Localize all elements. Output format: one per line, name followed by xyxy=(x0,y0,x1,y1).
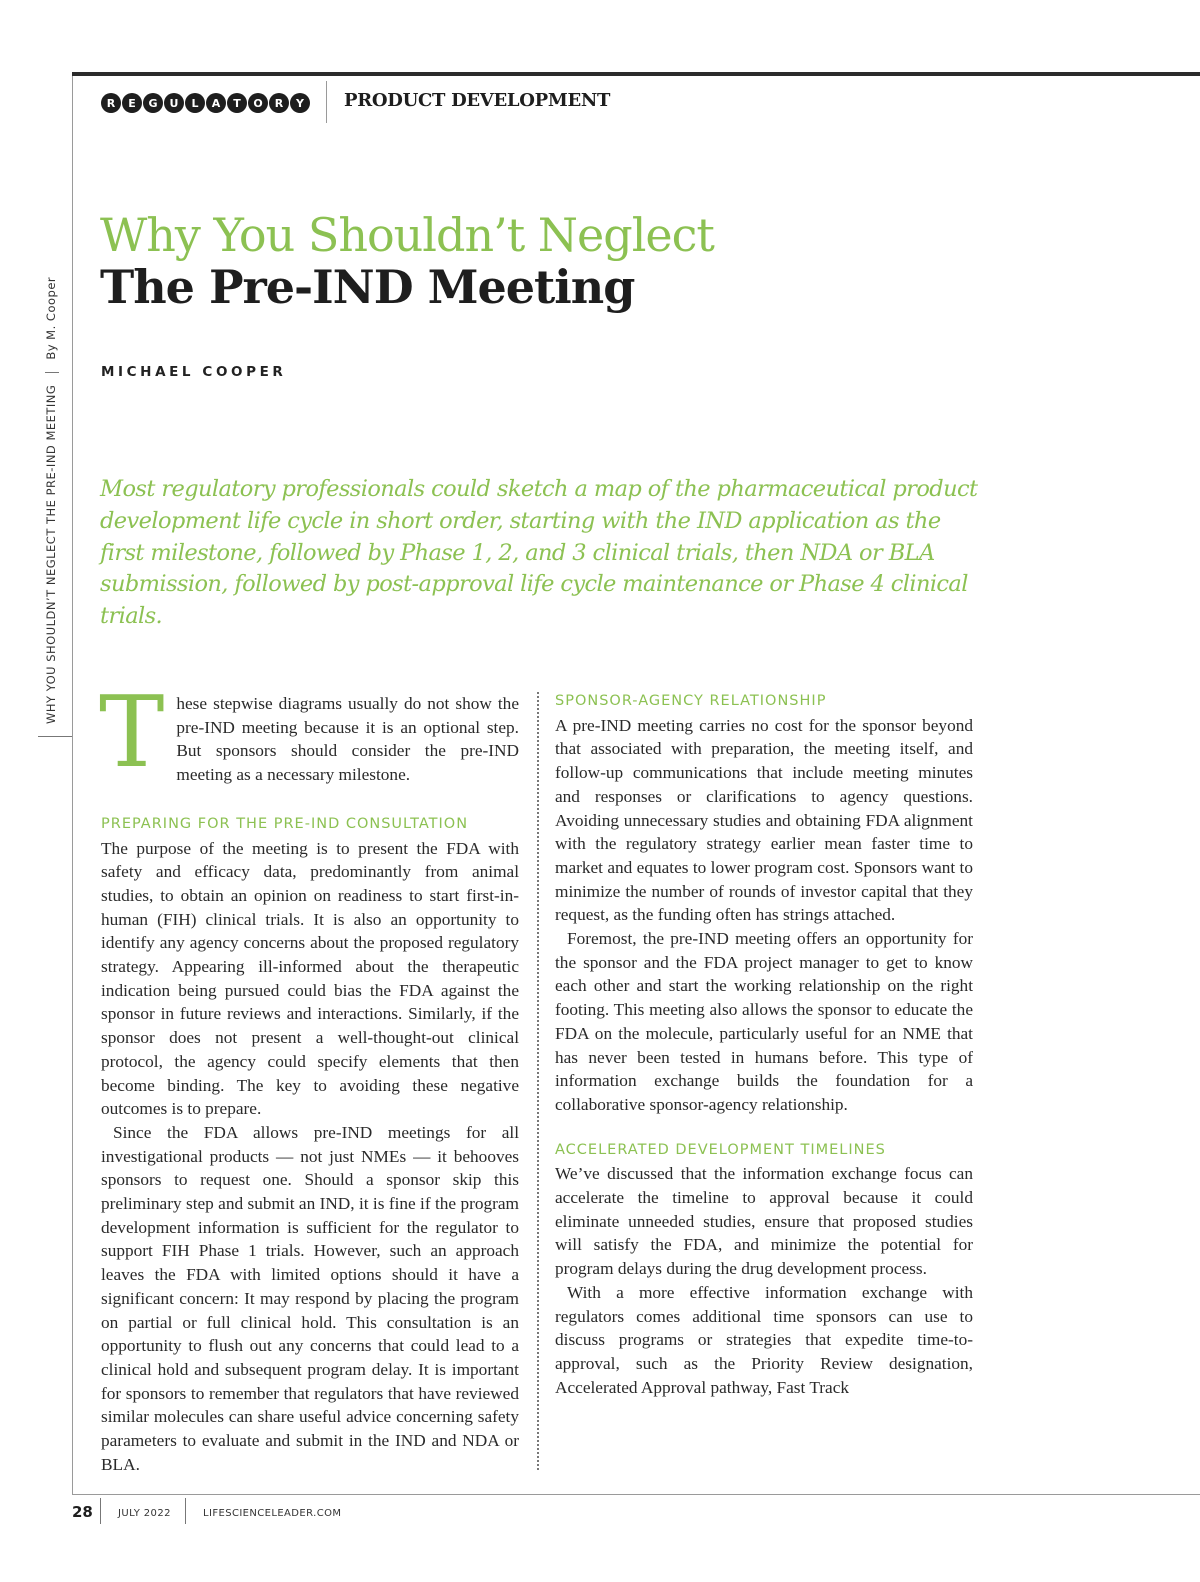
body-paragraph: We’ve discussed that the information exchange focus can accelerate the timeline to approval because it could eliminate unneeded studies, ensure that proposed studies will satisfy the FDA, and minimize the potential for program delays during the drug development process. xyxy=(555,1164,973,1279)
category-letter: Y xyxy=(290,93,310,113)
category-letter: T xyxy=(227,93,247,113)
left-column xyxy=(99,676,519,1477)
body-paragraph: The purpose of the meeting is to present the FDA with safety and efficacy data, predominantly from animal studies, to obtain an opinion on readiness to start first-in-human (FIH) clinical trials. It is also an opportunity to identify any agency concerns about the proposed regulatory strategy. Appearing ill-informed about the therapeutic indication being pursued could bias the FDA against the sponsor in future reviews and interactions. Similarly, if the sponsor does not present a well-thought-out clinical protocol, the agency could specify elements that then become binding. The key to avoiding these negative outcomes is to prepare. xyxy=(101,838,519,1119)
author-name: MICHAEL COOPER xyxy=(101,364,287,380)
side-tick xyxy=(38,736,72,737)
body-paragraph: Since the FDA allows pre-IND meetings for all investigational products — not just NMEs — it behooves sponsors to request one. Should a sponsor skip this preliminary step and submit an IND, it is fine if the program development information is sufficient for the regulator to support FIH Phase 1 trials. However, such an approach leaves the FDA with limited options should it have a significant concern: It may respond by placing the program on partial or full clinical hold. This consultation is an opportunity to flush out any concerns that could lead to a clinical hold and subsequent program delay. It is important for sponsors to remember that regulators that have reviewed similar molecules can share useful advice concerning safety parameters to evaluate and submit in the IND and NDA or BLA. xyxy=(101,1122,519,1474)
category-letter: E xyxy=(122,93,142,113)
category-letter: U xyxy=(164,93,184,113)
footer-divider xyxy=(100,1498,101,1524)
header-divider xyxy=(326,81,327,123)
left-rule xyxy=(72,76,73,1494)
article-deck: Most regulatory professionals could sketch a map of the pharmaceutical product development life cycle in short order, starting with the IND application as the first milestone, followed by Phase 1, 2, and 3 clinical trials, then NDA or BLA submission, followed by post-approval life cycle maintenance or Phase 4 clinical trials. xyxy=(100,476,978,630)
category-letter: G xyxy=(143,93,163,113)
body-paragraph: A pre-IND meeting carries no cost for the sponsor beyond that associated with preparation, the meeting itself, and follow-up communications that include meeting minutes and responses or clarifications to agency questions. Avoiding unnecessary studies and obtaining FDA alignment with the regulatory strategy earlier mean faster time to market and equates to lower program cost. Sponsors want to minimize the number of rounds of investor capital that they request, as the funding often has strings attached. xyxy=(555,715,973,925)
article-title-line-2: The Pre-IND Meeting xyxy=(100,260,635,314)
bottom-rule xyxy=(72,1494,1200,1495)
category-badge xyxy=(101,93,310,114)
category-letter: L xyxy=(185,93,205,113)
side-byline: By M. Cooper xyxy=(44,276,58,360)
page-number: 28 xyxy=(72,1503,93,1521)
body-paragraph: Foremost, the pre-IND meeting offers an opportunity for the sponsor and the FDA project manager to get to know each other and start the working relationship on the right footing. This meeting also allows the sponsor to educate the FDA on the molecule, particularly useful for an NME that has never been tested in humans before. This type of information exchange builds the foundation for a collaborative sponsor-agency relationship. xyxy=(555,929,973,1114)
article-title-line-1: Why You Shouldn’t Neglect xyxy=(100,208,714,262)
side-title: WHY YOU SHOULDN’T NEGLECT THE PRE-IND MEETING xyxy=(44,384,58,724)
issue-date: JULY 2022 xyxy=(118,1508,171,1519)
section-heading-timelines: ACCELERATED DEVELOPMENT TIMELINES xyxy=(555,1141,886,1158)
drop-cap: T xyxy=(99,676,165,790)
category-letter: R xyxy=(101,93,121,113)
column-divider xyxy=(537,692,539,1470)
side-separator xyxy=(45,372,59,373)
footer-divider xyxy=(185,1498,186,1524)
category-letter: O xyxy=(248,93,268,113)
category-letter: A xyxy=(206,93,226,113)
intro-paragraph: hese stepwise diagrams usually do not show the pre-IND meeting because it is an optional step. But sponsors should consider the pre-IND meeting as a necessary milestone. xyxy=(176,694,519,785)
website-link[interactable]: LIFESCIENCELEADER.COM xyxy=(203,1508,342,1519)
category-letter: R xyxy=(269,93,289,113)
top-rule xyxy=(72,72,1200,76)
section-label: PRODUCT DEVELOPMENT xyxy=(344,90,611,111)
body-paragraph: With a more effective information exchange with regulators comes additional time sponsors can use to discuss programs or strategies that expedite time-to-approval, such as the Priority Review designation, Accelerated Approval pathway, Fast Track xyxy=(555,1282,973,1397)
section-heading-relationship: SPONSOR-AGENCY RELATIONSHIP xyxy=(555,693,827,709)
side-running-head xyxy=(44,277,59,724)
section-heading-preparing: PREPARING FOR THE PRE-IND CONSULTATION xyxy=(101,815,469,832)
right-column xyxy=(555,690,973,1399)
